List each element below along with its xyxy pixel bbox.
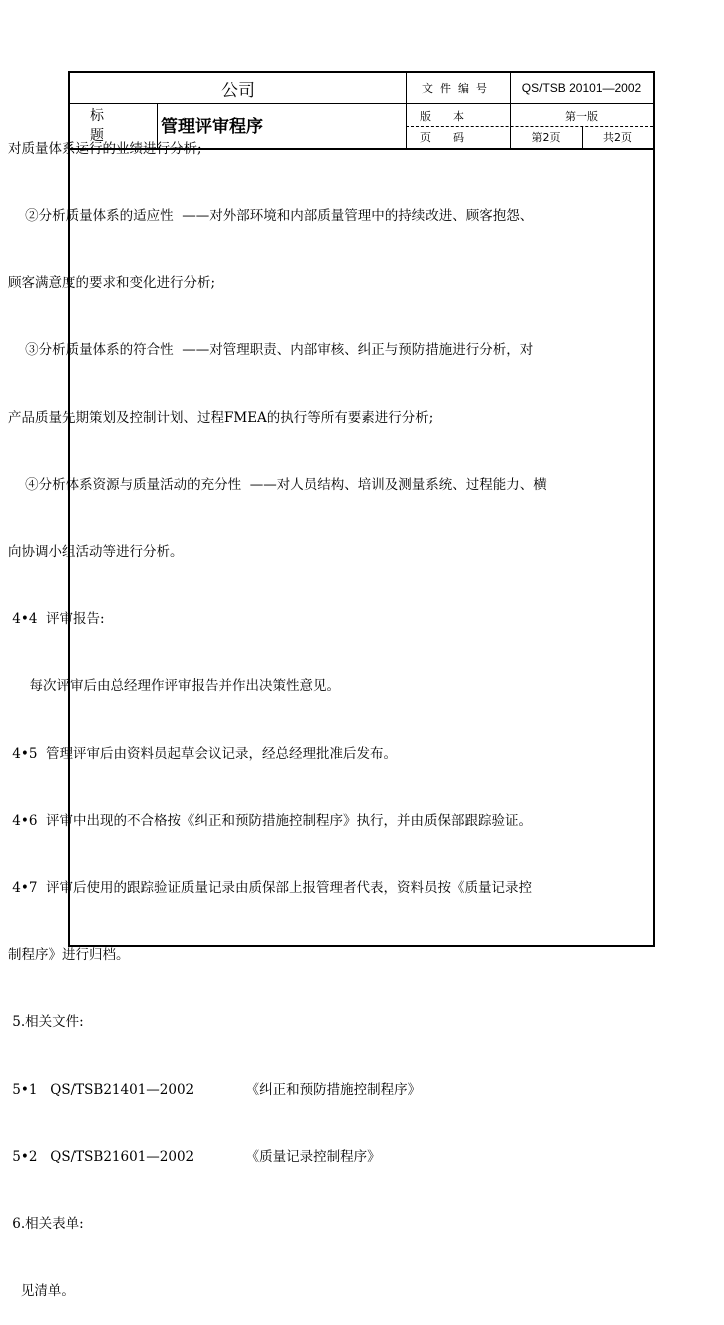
body-line: 6.相关表单:	[8, 1216, 84, 1233]
doc-number-label: 文件编号	[422, 82, 494, 95]
page-number: 第2页	[531, 131, 561, 144]
body-line: 对质量体系运行的业绩进行分析;	[8, 140, 202, 157]
body-line: 产品质量先期策划及控制计划、过程FMEA的执行等所有要素进行分析;	[8, 409, 434, 426]
version-value: 第一版	[565, 110, 598, 123]
body-line: ④分析体系资源与质量活动的充分性 ——对人员结构、培训及测量系统、过程能力、横	[8, 476, 547, 493]
total-pages: 共2页	[603, 131, 632, 144]
body-line: ②分析质量体系的适应性 ——对外部环境和内部质量管理中的持续改进、顾客抱怨、	[8, 208, 534, 225]
body-line: 每次评审后由总经理作评审报告并作出决策性意见。	[8, 678, 340, 695]
body-line: 5•2 QS/TSB21601—2002 《质量记录控制程序》	[8, 1148, 381, 1165]
version-label-char: 本	[453, 110, 464, 123]
doc-number: QS/TSB 20101—2002	[521, 81, 642, 95]
body-line: 4•7 评审后使用的跟踪验证质量记录由质保部上报管理者代表，资料员按《质量记录控	[8, 880, 533, 897]
body-line: 顾客满意度的要求和变化进行分析;	[8, 275, 216, 292]
body-line: 向协调小组活动等进行分析。	[8, 544, 184, 561]
body-line: ③分析质量体系的符合性 ——对管理职责、内部审核、纠正与预防措施进行分析，对	[8, 342, 534, 359]
document-body	[8, 93, 592, 1325]
body-line: 4•6 评审中出现的不合格按《纠正和预防措施控制程序》执行，并由质保部跟踪验证。	[8, 812, 533, 829]
document-title: 管理评审程序	[161, 117, 263, 137]
body-line: 4•4 评审报告:	[8, 611, 105, 628]
body-line: 4•5 管理评审后由资料员起草会议记录，经总经理批准后发布。	[8, 745, 398, 762]
page-label-char: 页	[420, 131, 431, 144]
version-label-char: 版	[420, 110, 431, 123]
page-label-char: 码	[453, 131, 464, 144]
company-name: 公司	[221, 80, 255, 101]
body-line: 5•1 QS/TSB21401—2002 《纠正和预防措施控制程序》	[8, 1081, 422, 1098]
body-line: 制程序》进行归档。	[8, 947, 130, 964]
body-line: 见清单。	[8, 1283, 75, 1300]
body-line: 5.相关文件:	[8, 1014, 84, 1031]
title-label: 标题	[90, 107, 126, 144]
